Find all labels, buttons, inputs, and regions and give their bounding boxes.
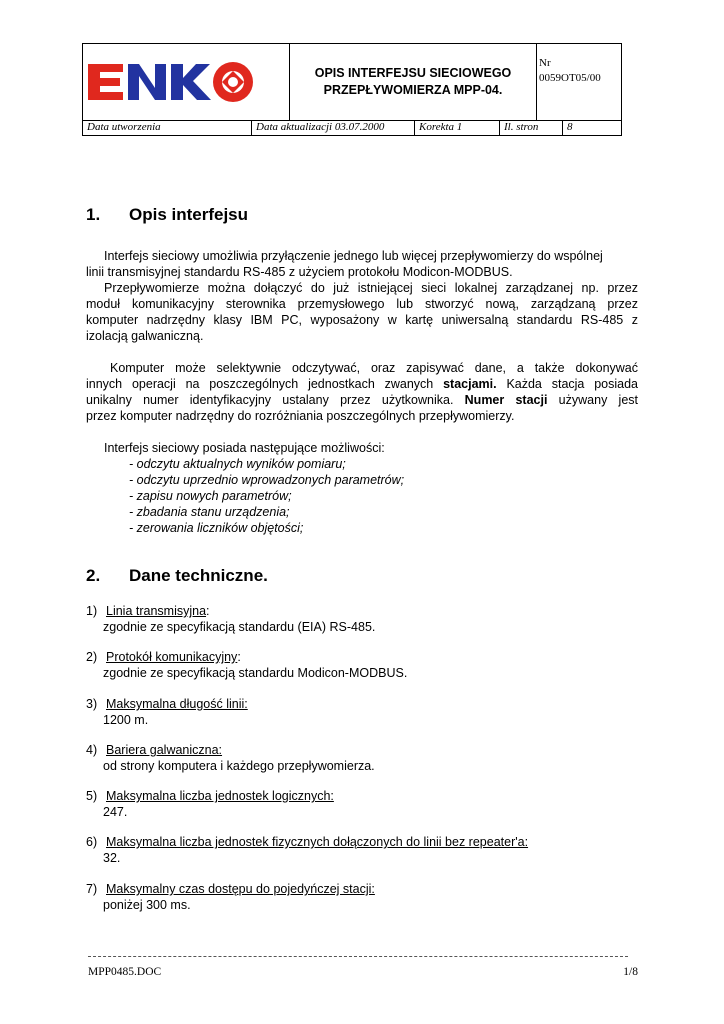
created-date-label: Data utworzenia [87, 121, 161, 133]
term-stacje: stacjami. [443, 377, 497, 391]
number-cell [537, 44, 621, 120]
spec-item-5: 5) Maksymalna liczba jednostek logicznych: 247. [86, 789, 334, 819]
paragraph-1: Interfejs sieciowy umożliwia przyłączenie jednego lub więcej przepływomierzy do wspólnej linii transmisyjnej standardu RS-485 z użyciem protokołu Modicon-MODBUS. [86, 249, 603, 279]
nr-label: Nr [539, 57, 551, 69]
paragraph-2: Przepływomierze można dołączyć do już istniejącej sieci lokalnej zarządzanej np. przez moduł komunikacyjny sterownika przemysłowego lub stworzyć nową, zarządzaną przez komputer nadrzędny klasy IBM PC, wyposażony w kartę uniwersalną standardu RS-485 z izolacją galwaniczną. [86, 281, 638, 343]
spec-item-4: 4) Bariera galwaniczna: od strony komputera i każdego przepływomierza. [86, 743, 375, 773]
footer-page-number: 1/8 [623, 966, 638, 978]
document-header [82, 43, 622, 137]
features-list [129, 456, 404, 536]
spec-item-1: 1) Linia transmisyjna: zgodnie ze specyfikacją standardu (EIA) RS-485. [86, 604, 376, 634]
footer-divider [88, 956, 628, 957]
section-1-title: Opis interfejsu [129, 205, 249, 224]
section-1-heading [86, 205, 248, 225]
title-line-1: OPIS INTERFEJSU SIECIOWEGO [314, 66, 512, 80]
page-count-value: 8 [567, 121, 573, 133]
nr-value: 0059OT05/00 [539, 72, 601, 84]
list-item: - zbadania stanu urządzenia; [129, 505, 290, 519]
revision: Korekta 1 [419, 121, 463, 133]
list-item: - zerowania liczników objętości; [129, 521, 304, 535]
logo-cell [83, 44, 290, 120]
list-item: - odczytu uprzednio wprowadzonych parametrów; [129, 473, 405, 487]
header-top-row [82, 43, 622, 121]
footer-filename: MPP0485.DOC [88, 966, 162, 978]
paragraph-3: Komputer może selektywnie odczytywać, oraz zapisywać dane, a także dokonywać innych operacji na poszczególnych jednostkach zwanych stacjami. Każda stacja posiada unikalny numer identyfikacyjny ustalany przez użytkownika. Numer stacji używany jest przez komputer nadrzędny do rozróżniania poszczególnych przepływomierzy. [86, 361, 639, 423]
title-line-2: PRZEPŁYWOMIERZA MPP-04. [323, 83, 503, 97]
section-2-title: Dane techniczne. [129, 566, 268, 585]
spec-item-3: 3) Maksymalna długość linii: 1200 m. [86, 697, 248, 727]
spec-item-7: 7) Maksymalny czas dostępu do pojedyńczej stacji: poniżej 300 ms. [86, 882, 375, 912]
page-count-label: Il. stron [504, 121, 539, 133]
section-2-heading [86, 566, 268, 586]
document-title [290, 44, 537, 120]
updated-date: Data aktualizacji 03.07.2000 [256, 121, 385, 133]
section-2-number: 2. [86, 566, 101, 585]
list-item: - zapisu nowych parametrów; [129, 489, 292, 503]
term-numer-stacji: Numer stacji [464, 393, 548, 407]
spec-item-6: 6) Maksymalna liczba jednostek fizycznych dołączonych do linii bez repeater'a: 32. [86, 835, 529, 865]
features-intro: Interfejs sieciowy posiada następujące możliwości: [104, 441, 385, 455]
list-item: - odczytu aktualnych wyników pomiaru; [129, 457, 346, 471]
section-1-number: 1. [86, 205, 101, 224]
spec-item-2: 2) Protokół komunikacyjny: zgodnie ze specyfikacją standardu Modicon-MODBUS. [86, 650, 408, 680]
header-meta-row [82, 120, 622, 136]
enko-logo [83, 44, 289, 120]
